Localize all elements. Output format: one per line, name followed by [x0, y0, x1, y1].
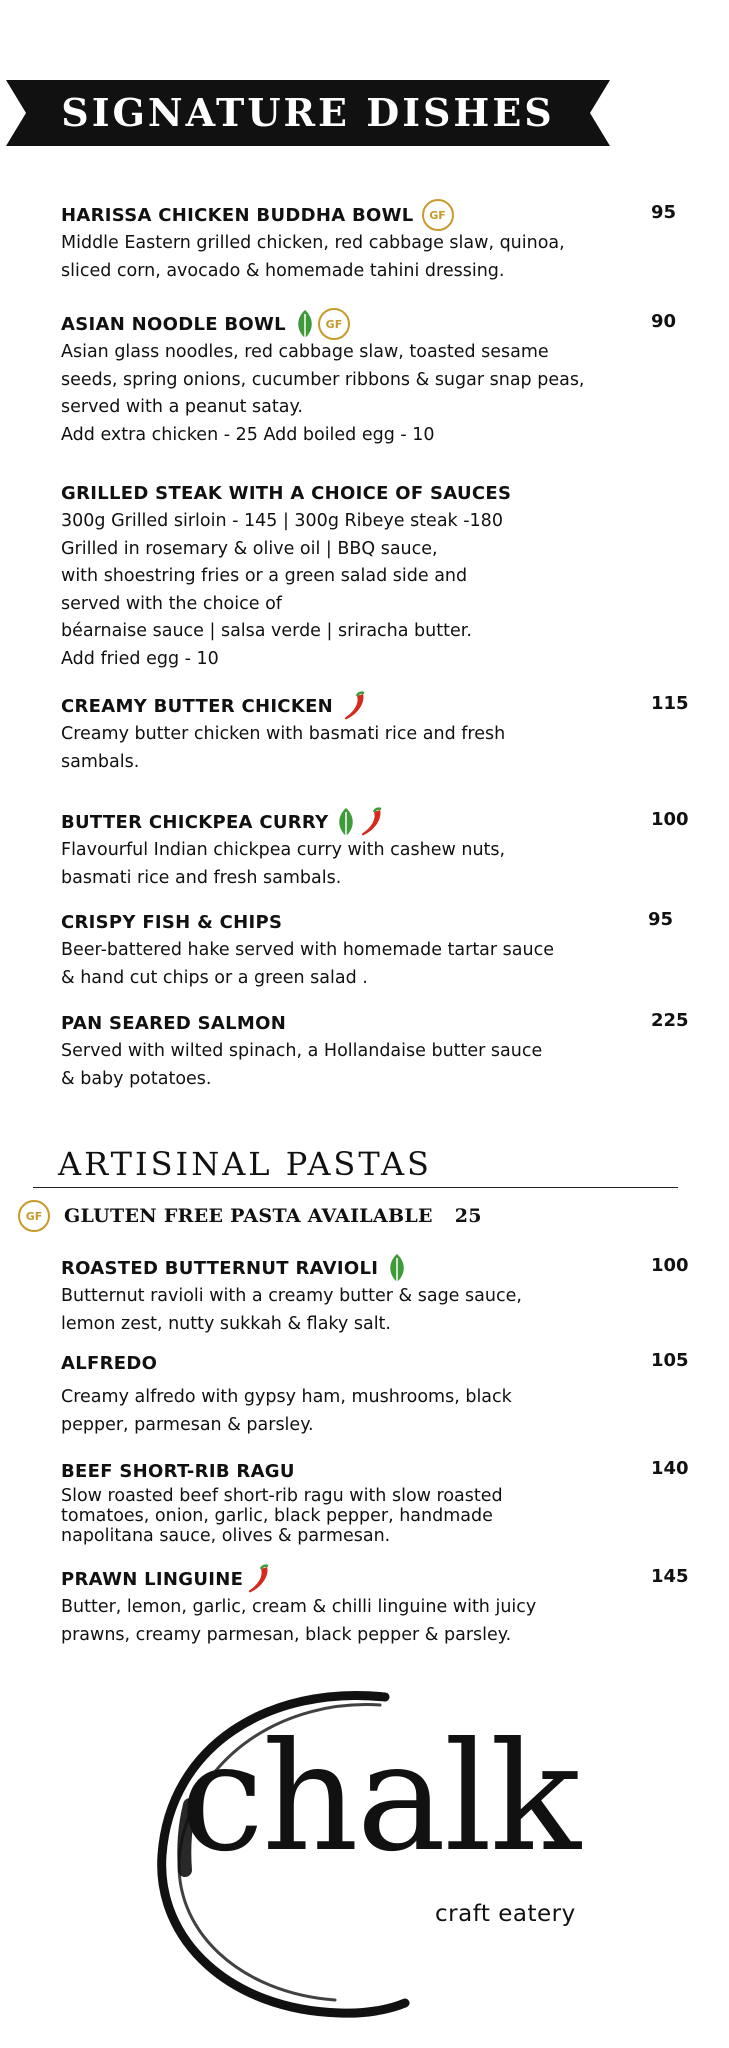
dish-description-line: served with a peanut satay.: [61, 397, 303, 417]
dish-price: 145: [651, 1566, 689, 1587]
dish-price: 90: [651, 311, 677, 332]
dish-description-line: Creamy alfredo with gypsy ham, mushrooms, black: [61, 1387, 512, 1407]
dish-description-line: Butter, lemon, garlic, cream & chilli linguine with juicy: [61, 1597, 537, 1617]
dish-description-line: served with the choice of: [61, 593, 282, 614]
dish-description-line: Middle Eastern grilled chicken, red cabbage slaw, quinoa,: [61, 233, 565, 253]
dish-name: HARISSA CHICKEN BUDDHA BOWL: [61, 204, 414, 226]
dish-description-line: seeds, spring onions, cucumber ribbons & sugar snap peas,: [61, 369, 585, 390]
logo-tagline: craft eatery: [435, 1901, 576, 1927]
gluten-free-icon: GF: [318, 308, 350, 340]
dish-description-line: Served with wilted spinach, a Hollandaise butter sauce: [61, 1041, 543, 1061]
signature-dishes-banner: [6, 80, 610, 146]
dish-name: ALFREDO: [61, 1352, 158, 1374]
section-title-signature: SIGNATURE DISHES: [61, 90, 555, 135]
chilli-icon: [245, 1563, 273, 1595]
dish-description-line: with shoestring fries or a green salad side and: [61, 566, 468, 586]
dish-description-line: Asian glass noodles, red cabbage slaw, toasted sesame: [61, 342, 549, 362]
dish-description-line: & baby potatoes.: [61, 1068, 212, 1089]
dish-price: 225: [651, 1010, 689, 1031]
chilli-icon: [341, 690, 369, 722]
dish-description-line: lemon zest, nutty sukkah & flaky salt.: [61, 1313, 391, 1334]
gluten-free-icon: GF: [18, 1200, 50, 1232]
dish-name: PAN SEARED SALMON: [61, 1012, 287, 1034]
dish-asian-noodle-bowl: [61, 309, 681, 449]
dish-grilled-steak: [61, 478, 681, 673]
dish-description-line: Slow roasted beef short-rib ragu with slow roasted: [61, 1486, 503, 1506]
dish-price: 95: [648, 909, 674, 930]
vegetarian-leaf-icon: [294, 308, 316, 340]
dish-price: 115: [651, 693, 689, 714]
dish-name: ROASTED BUTTERNUT RAVIOLI: [61, 1257, 379, 1279]
chilli-icon: [358, 806, 386, 838]
dish-description-line: Beer-battered hake served with homemade tartar sauce: [61, 940, 554, 960]
dish-description-line: sliced corn, avocado & homemade tahini dressing.: [61, 260, 505, 281]
vegetarian-leaf-icon: [386, 1252, 408, 1284]
dish-name: CREAMY BUTTER CHICKEN: [61, 695, 334, 717]
dish-name: BUTTER CHICKPEA CURRY: [61, 811, 329, 833]
gluten-free-note-text: GLUTEN FREE PASTA AVAILABLE: [64, 1205, 433, 1227]
dish-roasted-butternut-ravioli: [61, 1253, 689, 1338]
dish-butter-chickpea-curry: [61, 807, 689, 892]
dish-description-line: napolitana sauce, olives & parmesan.: [61, 1526, 391, 1546]
dish-name: GRILLED STEAK WITH A CHOICE OF SAUCES: [61, 482, 512, 504]
dish-description-line: Add extra chicken - 25 Add boiled egg - 10: [61, 424, 435, 445]
dish-description-line: pepper, parmesan & parsley.: [61, 1414, 314, 1435]
dish-name: PRAWN LINGUINE: [61, 1568, 244, 1590]
gluten-free-pasta-note: [18, 1200, 482, 1232]
dish-price: 100: [651, 1255, 689, 1276]
section-title-pastas: ARTISINAL PASTAS: [58, 1145, 432, 1183]
dish-description-line: sambals.: [61, 751, 140, 772]
dish-description-line: tomatoes, onion, garlic, black pepper, handmade: [61, 1506, 493, 1526]
dish-price: 140: [651, 1458, 689, 1479]
section-divider: [33, 1187, 678, 1188]
vegetarian-leaf-icon: [336, 806, 356, 838]
dish-price: 95: [651, 202, 677, 223]
dish-pan-seared-salmon: [61, 1008, 689, 1093]
dish-description-line: Flavourful Indian chickpea curry with cashew nuts,: [61, 840, 506, 860]
dish-prawn-linguine: [61, 1564, 689, 1649]
dish-creamy-butter-chicken: [61, 691, 689, 776]
dish-name: CRISPY FISH & CHIPS: [61, 911, 283, 933]
dish-description-line: Butternut ravioli with a creamy butter & sage sauce,: [61, 1286, 522, 1306]
dish-price: 105: [651, 1350, 689, 1371]
dish-description-line: prawns, creamy parmesan, black pepper & parsley.: [61, 1624, 512, 1645]
gluten-free-note-price: 25: [454, 1205, 482, 1227]
dish-price: 100: [651, 809, 689, 830]
dish-description-line: Grilled in rosemary & olive oil | BBQ sauce,: [61, 538, 438, 559]
dish-harissa-chicken-buddha-bowl: [61, 200, 681, 285]
dish-description-line: 300g Grilled sirloin - 145 | 300g Ribeye steak -180: [61, 511, 503, 531]
dish-beef-short-rib-ragu: [61, 1456, 689, 1546]
dish-description-line: & hand cut chips or a green salad .: [61, 967, 368, 988]
dish-description-line: Creamy butter chicken with basmati rice and fresh: [61, 724, 506, 744]
gluten-free-icon: GF: [422, 199, 454, 231]
dish-description-line: basmati rice and fresh sambals.: [61, 867, 342, 888]
chalk-logo: [150, 1685, 600, 2020]
dish-description-line: béarnaise sauce | salsa verde | sriracha butter.: [61, 621, 472, 641]
dish-name: ASIAN NOODLE BOWL: [61, 313, 286, 335]
dish-alfredo: [61, 1348, 689, 1439]
dish-name: BEEF SHORT-RIB RAGU: [61, 1460, 295, 1482]
dish-description-line: Add fried egg - 10: [61, 648, 219, 669]
dish-crispy-fish-chips: [61, 907, 681, 992]
logo-wordmark: chalk: [180, 1711, 579, 1885]
